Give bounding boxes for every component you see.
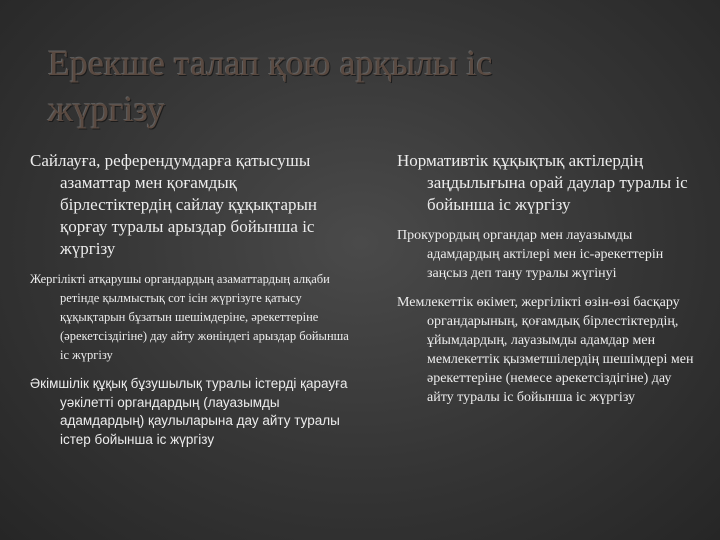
left-item-jury-rights: Жергілікті атқарушы органдардың азаматтардың алқаби ретінде қылмыстық сот ісін жүргізуге қатысу құқықтарын бұзатын шешімдеріне, әрекеттеріне (әрекетсіздігіне) дау айту жөніндегі арыздар бойынша іс жүргізу <box>30 272 349 362</box>
left-item-administrative-offense: Әкімшілік құқық бұзушылық туралы істерді қарауға уәкілетті органдардың (лауазымды адамдардың) қаулыларына дау айту туралы істер бойынша іс жүргізу <box>30 376 348 447</box>
right-item-normative-acts: Нормативтік құқықтық актілердің заңдылығына орай даулар туралы іс бойынша іс жүргізу <box>397 151 688 214</box>
right-item-prosecutor-appeal: Прокурордың органдар мен лауазымды адамдардың актілері мен іс-әрекеттерін заңсыз деп тану туралы жүгінуі <box>397 228 664 281</box>
slide-title <box>48 40 688 132</box>
left-column <box>30 150 352 459</box>
right-column <box>397 150 697 417</box>
left-item-electoral-rights: Сайлауға, референдумдарға қатысушы азаматтар мен қоғамдық бірлестіктердің сайлау құқықтарын қорғау туралы арыздар бойынша іс жүргізу <box>30 151 318 258</box>
title-line-1: Ерекше талап қою арқылы іс <box>48 43 493 83</box>
title-line-2: жүргізу <box>48 89 166 129</box>
right-item-state-authority-decisions: Мемлекеттік өкімет, жергілікті өзін-өзі басқару органдарының, қоғамдық бірлестіктердің, ұйымдардың, лауазымды адамдар мен мемлекеттік қызметшілердің шешімдері мен әрекеттеріне (немесе әрекетсіздігіне) дау айту туралы іс бойынша іс жүргізу <box>397 295 694 405</box>
